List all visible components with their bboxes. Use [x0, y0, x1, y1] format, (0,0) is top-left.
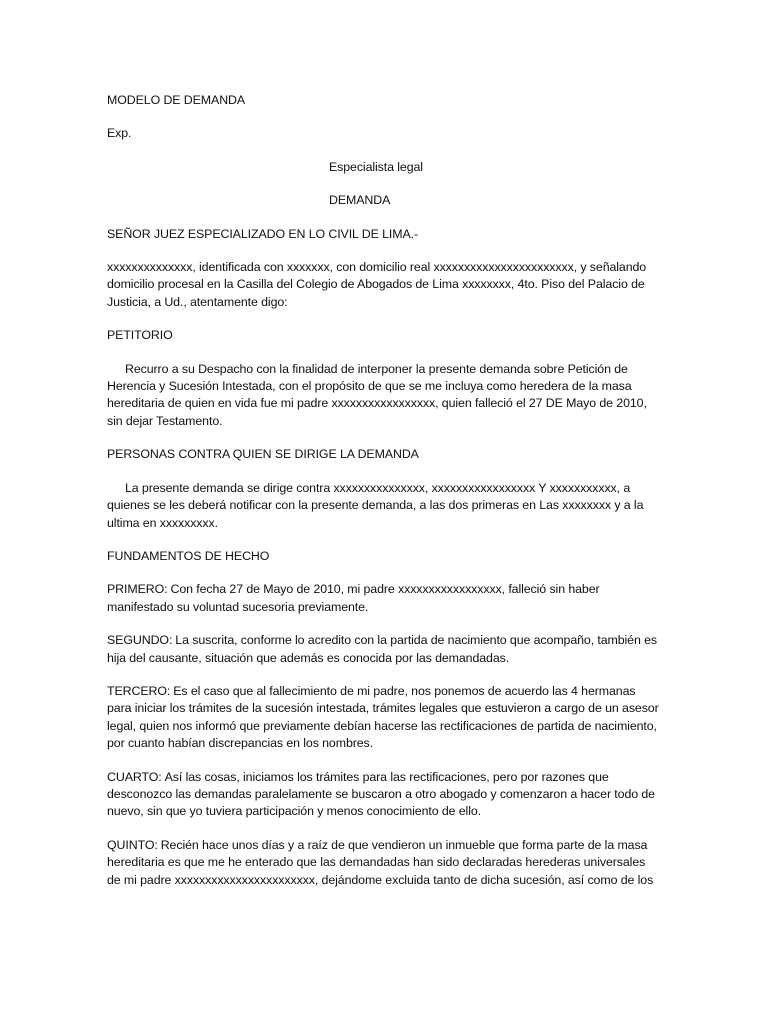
petitorio-heading: PETITORIO [107, 328, 173, 343]
document-title: MODELO DE DEMANDA [107, 93, 246, 107]
fundamentos-heading: FUNDAMENTOS DE HECHO [107, 548, 270, 563]
intro-paragraph: xxxxxxxxxxxxxx, identificada con xxxxxxx, con domicilio real xxxxxxxxxxxxxxxxxxxxxxx, y señalando domicilio procesal en la Casilla del Colegio de Abogados de Lima xxxxxxxx, 4to. Piso del Palacio de Justicia, a Ud., atentamente digo: [107, 260, 647, 309]
personas-heading: PERSONAS CONTRA QUIEN SE DIRIGE LA DEMANDA [107, 447, 419, 462]
quinto-label: QUINTO: [107, 837, 158, 852]
segundo-label: SEGUNDO: [107, 633, 173, 648]
quinto-text: Recién hace unos días y a raíz de que vendieron un inmueble que forma parte de la masa hereditaria es que me he enterado que las demandadas han sido declaradas herederas universales de mi padre xxxxxxxxxxxxxxxxxxxxxxx, dejándome excluida tanto de dicha sucesión, así como de los [107, 837, 654, 887]
fundamento-quinto [107, 837, 659, 889]
petitorio-paragraph: Recurro a su Despacho con la finalidad de interponer la presente demanda sobre Petición de Herencia y Sucesión Intestada, con el propósito de que se me incluya como heredera de la masa hereditaria de quien en vida fue mi padre xxxxxxxxxxxxxxxxx, quien falleció el 27 DE Mayo de 2010, sin dejar Testamento. [107, 361, 647, 428]
document-body [107, 92, 659, 905]
cuarto-text: Así las cosas, iniciamos los trámites para las rectificaciones, pero por razones que desconozco las demandas paralelamente se buscaron a otro abogado y comenzaron a hacer todo de nuevo, sin que yo tuviera participación y menos conocimiento de ello. [107, 769, 655, 819]
cuarto-label: CUARTO: [107, 769, 162, 784]
fundamento-primero [107, 581, 659, 616]
tercero-text: Es el caso que al fallecimiento de mi padre, nos ponemos de acuerdo las 4 hermanas para iniciar los trámites de la sucesión intestada, trámites legales que estuvieron a cargo de un asesor legal, quien nos informó que previamente debían hacerse las rectificaciones de partida de nacimiento, por cuanto habían discrepancias en los nombres. [107, 683, 659, 751]
fundamento-tercero [107, 683, 659, 753]
expediente-label: Exp. [107, 126, 132, 141]
personas-paragraph: La presente demanda se dirige contra xxxxxxxxxxxxxxx, xxxxxxxxxxxxxxxxx Y xxxxxxxxxxx, a quienes se les deberá notificar con la presente demanda, a las dos primeras en Las xxxxxxxx y a la ultima en xxxxxxxxx. [107, 480, 644, 530]
fundamento-segundo [107, 632, 659, 667]
especialista-label: Especialista legal [329, 159, 423, 174]
addressee-line: SEÑOR JUEZ ESPECIALIZADO EN LO CIVIL DE LIMA.- [107, 226, 418, 241]
tercero-label: TERCERO: [107, 683, 171, 698]
primero-label: PRIMERO: [107, 582, 168, 597]
primero-text: Con fecha 27 de Mayo de 2010, mi padre xxxxxxxxxxxxxxxxx, falleció sin haber manifestado su voluntad sucesoria previamente. [107, 582, 600, 614]
demanda-heading: DEMANDA [329, 193, 391, 208]
fundamento-cuarto [107, 769, 659, 821]
segundo-text: La suscrita, conforme lo acredito con la partida de nacimiento que acompaño, también es hija del causante, situación que además es conocida por las demandadas. [107, 633, 657, 665]
